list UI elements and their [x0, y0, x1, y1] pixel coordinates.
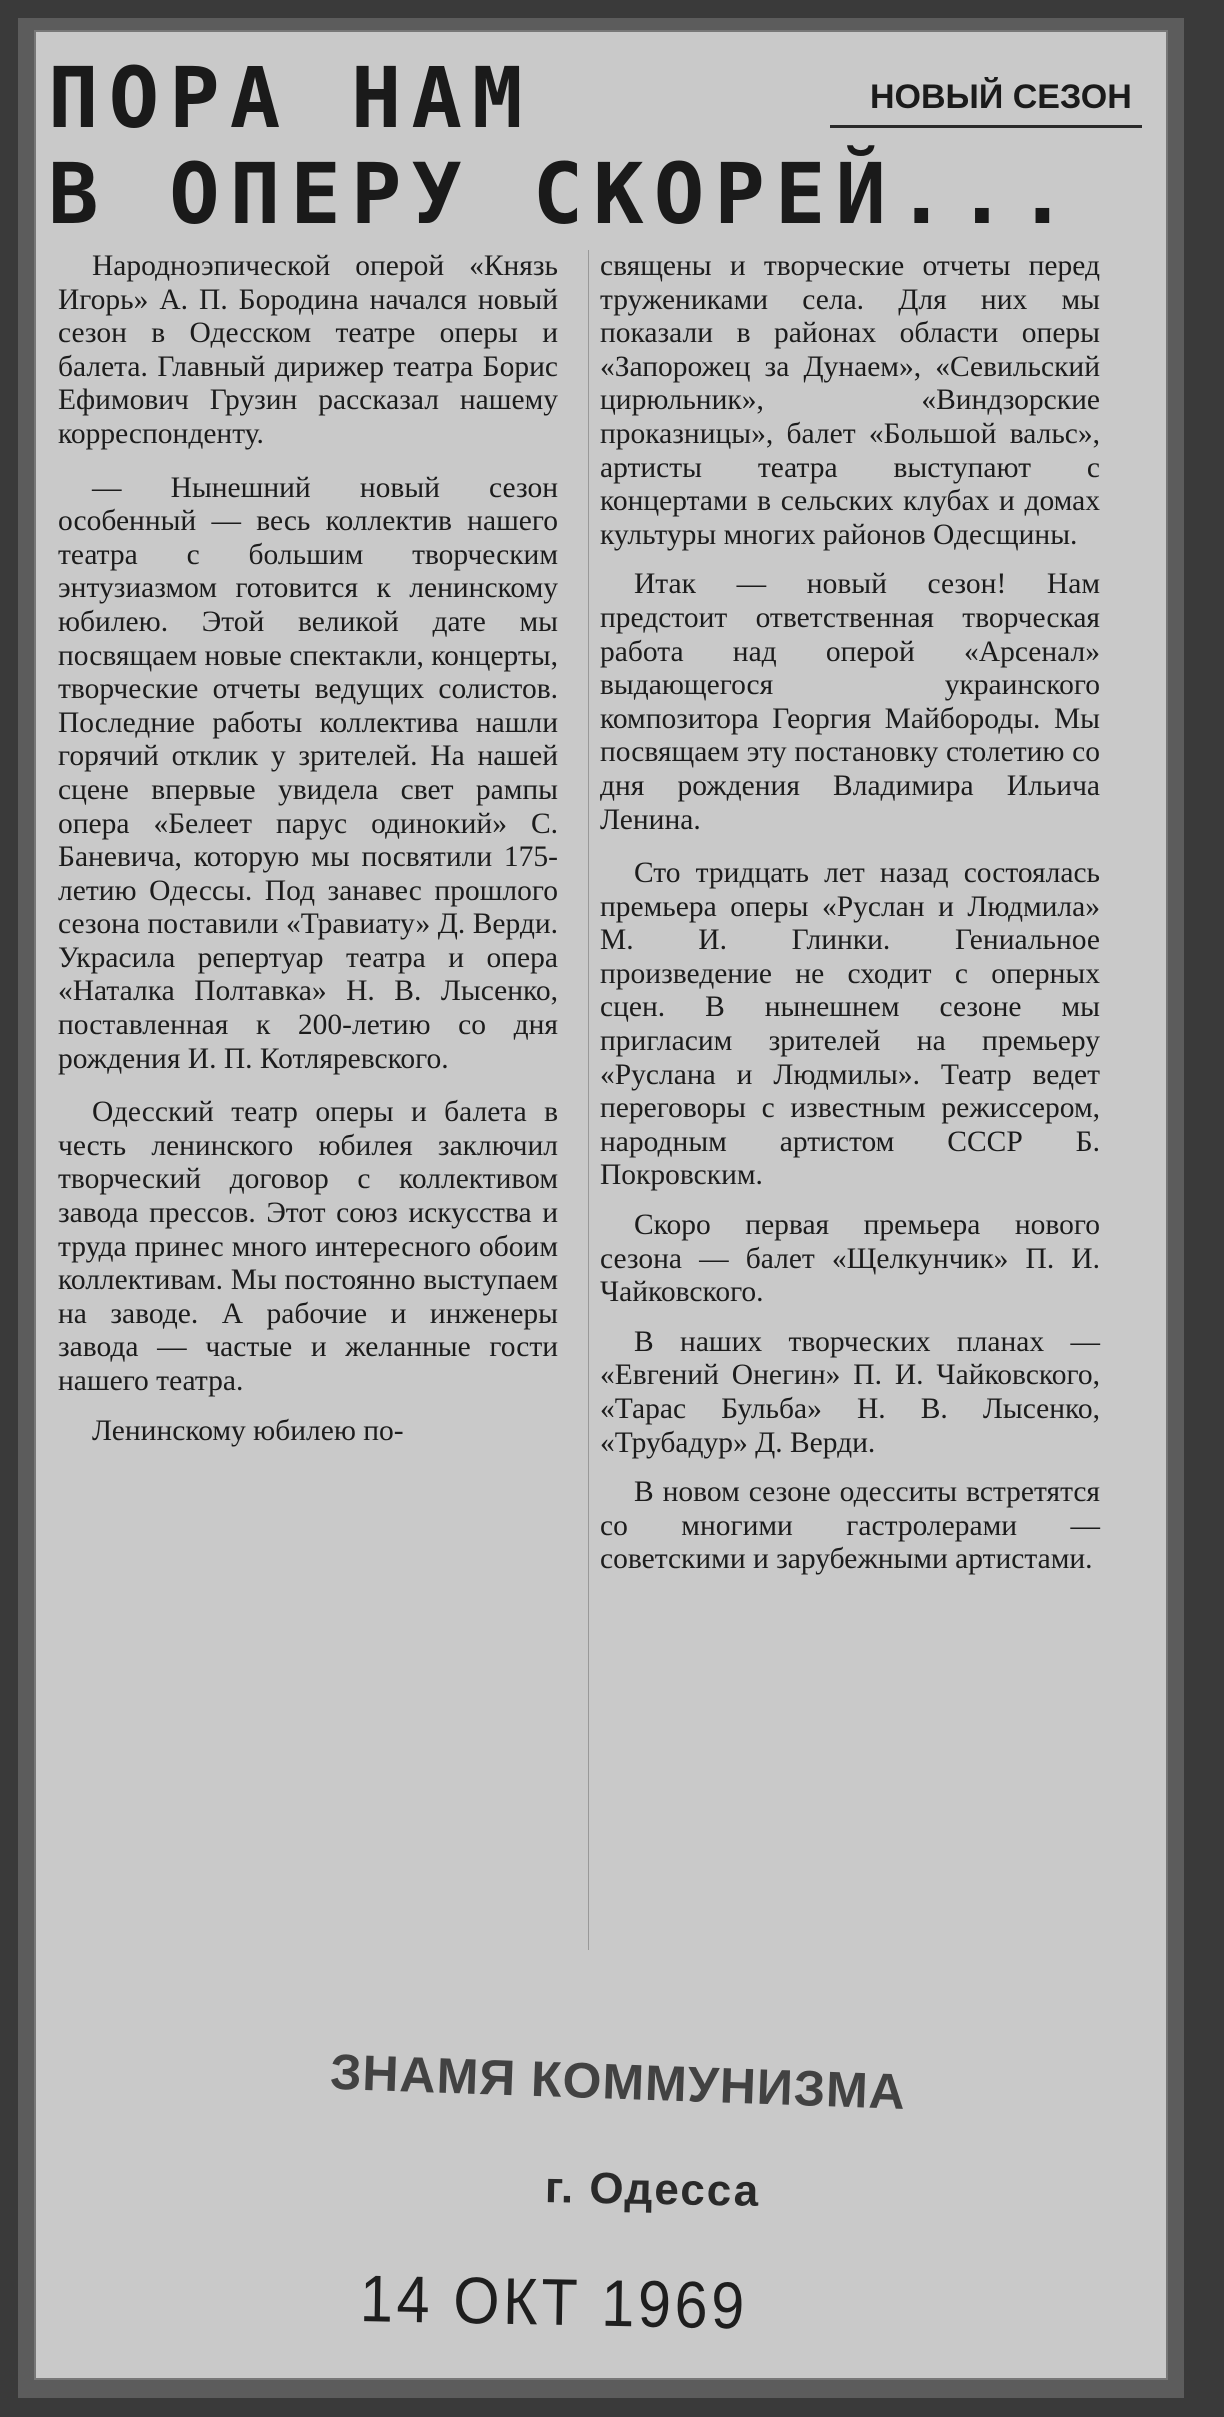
headline-line-1: ПОРА НАМ: [48, 49, 533, 147]
paragraph-factory: Одесский театр оперы и балета в честь ленинского юбилея заключил творческий договор с коллективом завода прессов. Этот союз искусства и труда принес много интересного обоим коллективам. Мы постоянно выступаем на заводе. А рабочие и инженеры завода — частые и желанные гости нашего театра.: [58, 1096, 558, 1397]
headline-line-2: В ОПЕРУ СКОРЕЙ...: [48, 145, 1078, 243]
article-column-left: [58, 250, 558, 1464]
section-label: НОВЫЙ СЕЗОН: [830, 78, 1142, 128]
paragraph-arsenal: Итак — новый сезон! Нам предстоит ответственная творческая работа над оперой «Арсенал» выдающегося украинского композитора Георгия Майбороды. Мы посвящаем эту постановку столетию со дня рождения Владимира Ильича Ленина.: [600, 568, 1100, 836]
handwritten-date: 14 ОКТ 1969: [359, 2261, 749, 2343]
paragraph-plans: В наших творческих планах — «Евгений Онегин» П. И. Чайковского, «Тарас Бульба» Н. В. Лысенко, «Трубадур» Д. Верди.: [600, 1325, 1100, 1459]
paragraph-guests: В новом сезоне одесситы встретятся со многими гастролерами — советскими и зарубежными артистами.: [600, 1476, 1100, 1576]
paragraph-jubilee-start: Ленинскому юбилею по-: [92, 1414, 404, 1447]
paragraph-season: — Нынешний новый сезон особенный — весь коллектив нашего театра с большим творческим энтузиазмом готовится к ленинскому юбилею. Этой великой дате мы посвящаем новые спектакли, концерты, творческие отчеты ведущих солистов. Последние работы коллектива нашли горячий отклик у зрителей. На нашей сцене впервые увидела свет рампы опера «Белеет парус одинокий» С. Баневича, которую мы посвятили 175-летию Одессы. Под занавес прошлого сезона поставили «Травиату» Д. Верди. Украсила репертуар театра и опера «Наталка Полтавка» Н. В. Лысенко, поставленная к 200-летию со дня рождения И. П. Котляревского.: [58, 471, 558, 1075]
article-column-right: [600, 250, 1100, 1593]
paragraph-jubilee-continued: священы и творческие отчеты перед тружениками села. Для них мы показали в районах области оперы «Запорожец за Дунаем», «Севильский цирюльник», «Виндзорские проказницы», балет «Большой вальс», артисты театра выступают с концертами в сельских клубах и домах культуры многих районов Одесщины.: [600, 250, 1100, 551]
column-divider: [588, 250, 589, 1950]
newspaper-stamp: ЗНАМЯ КОММУНИЗМА: [329, 2043, 907, 2120]
stamp-city: г. Одесса: [544, 2163, 761, 2216]
paragraph-ruslan: Сто тридцать лет назад состоялась премьера оперы «Руслан и Людмила» М. И. Глинки. Гениальное произведение не сходит с оперных сцен. В нынешнем сезоне мы пригласим зрителей на премьеру «Руслана и Людмилы». Театр ведет переговоры с известным режиссером, народным артистом СССР Б. Покровским.: [600, 857, 1100, 1192]
paragraph-lead: Народноэпической оперой «Князь Игорь» А. П. Бородина начался новый сезон в Одесском театре оперы и балета. Главный дирижер театра Борис Ефимович Грузин рассказал нашему корреспонденту.: [58, 250, 558, 450]
paragraph-nutcracker: Скоро первая премьера нового сезона — балет «Щелкунчик» П. И. Чайковского.: [600, 1209, 1100, 1309]
